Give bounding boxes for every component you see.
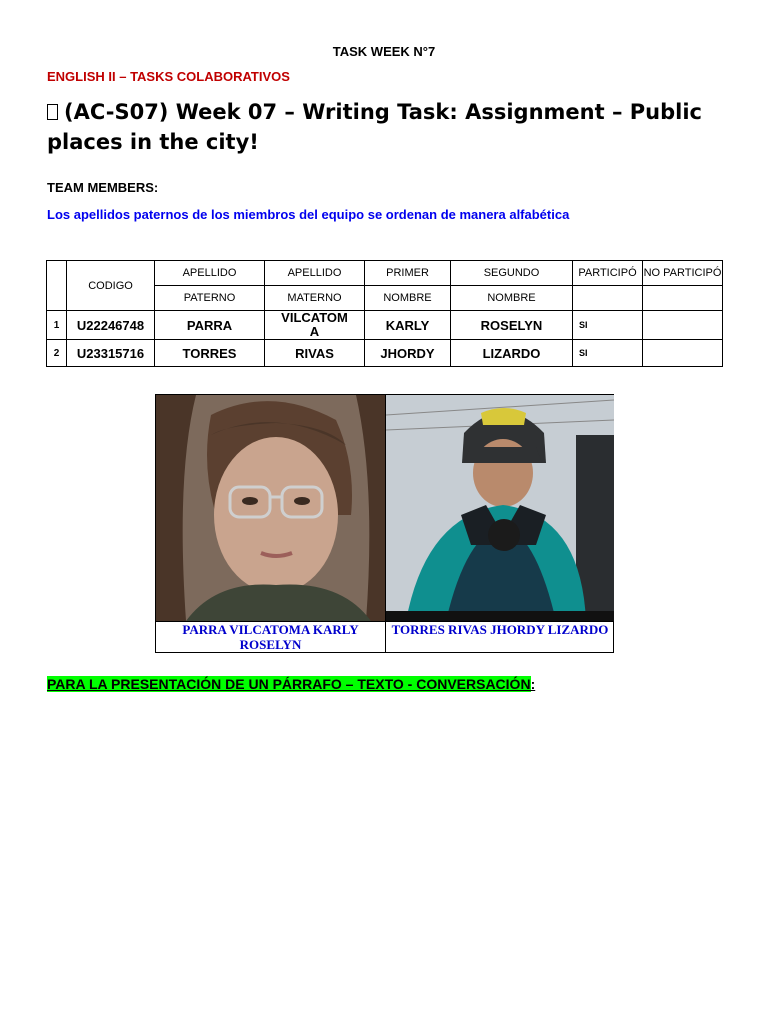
row-apellido-paterno: TORRES	[155, 340, 265, 367]
row-apellido-materno: RIVAS	[265, 340, 365, 367]
row-segundo-nombre: LIZARDO	[451, 340, 573, 367]
caption-torres: TORRES RIVAS JHORDY LIZARDO	[385, 622, 614, 653]
header-apellido-materno-top: APELLIDO	[265, 261, 365, 286]
row-no-participo	[643, 311, 723, 340]
assignment-title-text: (AC-S07) Week 07 – Writing Task: Assignment – Public places in the city!	[47, 100, 702, 154]
header-segundo-bottom: NOMBRE	[451, 286, 573, 311]
course-title: ENGLISH II – TASKS COLABORATIVOS	[47, 69, 290, 84]
row-apellido-materno-text: VILCATOMA	[281, 310, 348, 339]
section-heading-colon: :	[530, 676, 536, 692]
row-segundo-nombre: ROSELYN	[451, 311, 573, 340]
section-heading-highlight: PARA LA PRESENTACIÓN DE UN PÁRRAFO – TEXTO - CONVERSACIÓN	[47, 676, 531, 692]
row-participo: SI	[573, 311, 643, 340]
header-apellido-paterno-top: APELLIDO	[155, 261, 265, 286]
header-primer-bottom: NOMBRE	[365, 286, 451, 311]
header-apellido-paterno-bottom: PATERNO	[155, 286, 265, 311]
header-no-participo-empty	[643, 286, 723, 311]
table-row	[47, 340, 723, 367]
row-primer-nombre: JHORDY	[365, 340, 451, 367]
missing-glyph-box-icon	[47, 104, 58, 120]
header-num-cell	[47, 261, 67, 311]
header-segundo-top: SEGUNDO	[451, 261, 573, 286]
section-heading	[47, 676, 535, 692]
member-photo-torres	[385, 395, 614, 621]
assignment-title	[47, 97, 707, 157]
header-codigo: CODIGO	[67, 261, 155, 311]
header-apellido-materno-bottom: MATERNO	[265, 286, 365, 311]
portrait-illustration-1	[156, 395, 385, 621]
document-heading: TASK WEEK N°7	[332, 44, 436, 59]
header-no-participo: NO PARTICIPÓ	[643, 261, 723, 286]
row-primer-nombre: KARLY	[365, 311, 451, 340]
row-no-participo	[643, 340, 723, 367]
row-number: 2	[47, 340, 67, 367]
row-participo: SI	[573, 340, 643, 367]
photo-captions-row	[156, 621, 613, 653]
team-members-table	[46, 260, 723, 367]
portrait-illustration-2	[386, 395, 614, 621]
row-apellido-paterno: PARRA	[155, 311, 265, 340]
header-participo-empty	[573, 286, 643, 311]
member-photos-table	[155, 394, 614, 653]
header-primer-top: PRIMER	[365, 261, 451, 286]
row-codigo: U22246748	[67, 311, 155, 340]
team-order-note: Los apellidos paternos de los miembros del equipo se ordenan de manera alfabética	[47, 207, 570, 222]
row-apellido-materno	[265, 311, 365, 340]
caption-parra: PARRA VILCATOMA KARLY ROSELYN	[182, 622, 359, 652]
table-header-row	[47, 261, 723, 286]
member-photo-parra	[156, 395, 385, 621]
row-number: 1	[47, 311, 67, 340]
team-members-label: TEAM MEMBERS:	[47, 180, 159, 195]
table-row	[47, 311, 723, 340]
header-participo: PARTICIPÓ	[573, 261, 643, 286]
row-codigo: U23315716	[67, 340, 155, 367]
